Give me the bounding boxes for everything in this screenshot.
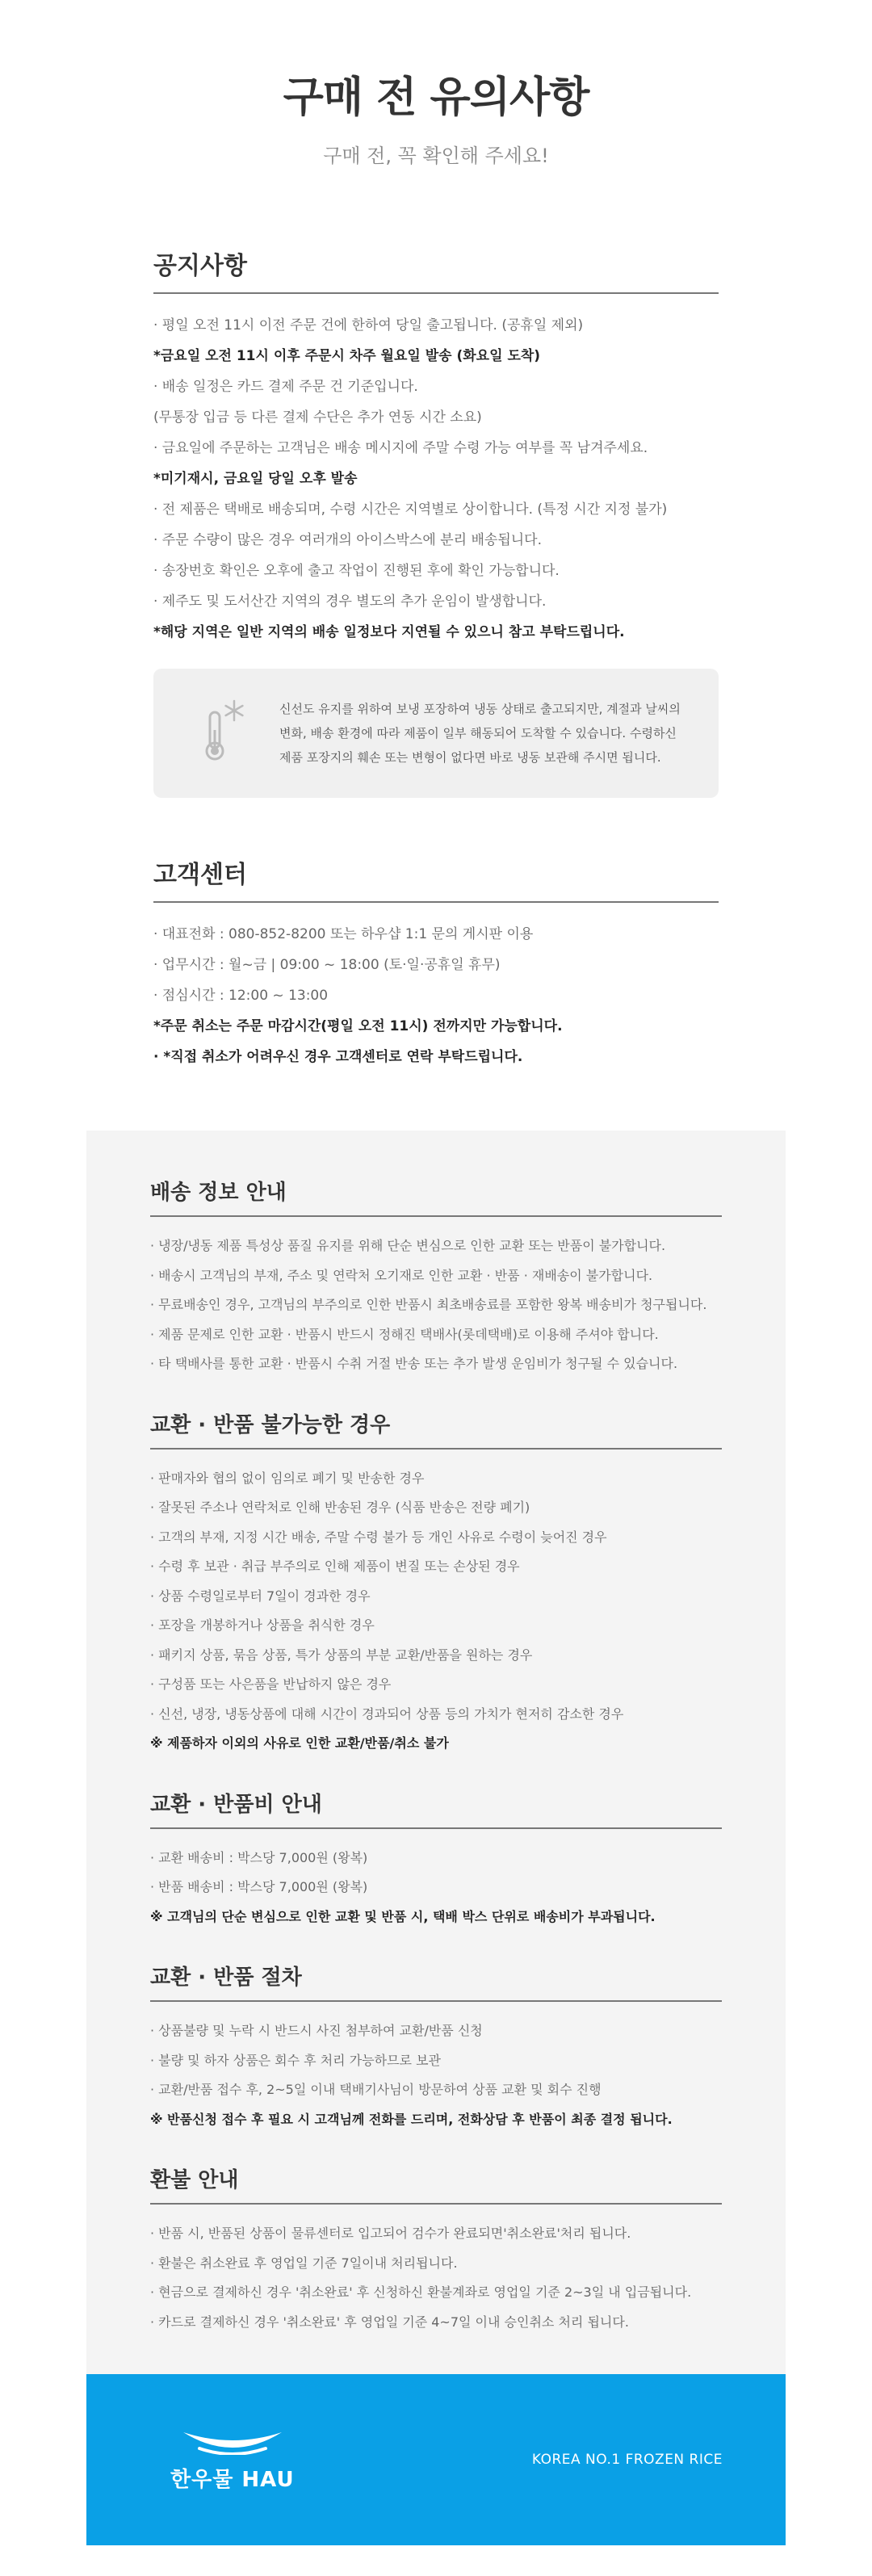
list-item: · 업무시간 : 월~금 | 09:00 ~ 18:00 (토·일·공휴일 휴무) bbox=[153, 957, 501, 973]
list-item: · 신선, 냉장, 냉동상품에 대해 시간이 경과되어 상품 등의 가치가 현저히 감소한 경우 bbox=[150, 1705, 624, 1722]
customer-center-list bbox=[153, 919, 719, 1072]
list-item: · 수령 후 보관 · 취급 부주의로 인해 제품이 변질 또는 손상된 경우 bbox=[150, 1559, 520, 1574]
customer-center-section bbox=[153, 854, 719, 1072]
alert-line: 제품 포장지의 훼손 또는 변형이 없다면 바로 냉동 보관해 주시면 됩니다. bbox=[279, 750, 661, 765]
list-item: · 전 제품은 택배로 배송되며, 수령 시간은 지역별로 상이합니다. (특정 시간 지정 불가) bbox=[153, 501, 668, 518]
delivery-info-list bbox=[150, 1231, 722, 1379]
note-item: ※ 제품하자 이외의 사유로 인한 교환/반품/취소 불가 bbox=[150, 1735, 449, 1751]
list-item: · 배송 일정은 카드 결제 주문 건 기준입니다. bbox=[153, 379, 418, 395]
list-item: · 현금으로 결제하신 경우 '취소완료' 후 신청하신 환불계좌로 영업일 기준 2~3일 내 입금됩니다. bbox=[150, 2284, 692, 2300]
list-item: · 불량 및 하자 상품은 회수 후 처리 가능하므로 보관 bbox=[150, 2052, 441, 2068]
list-item: · 점심시간 : 12:00 ~ 13:00 bbox=[153, 988, 329, 1004]
return-fee-list bbox=[150, 1844, 722, 1932]
list-item: · 반품 배송비 : 박스당 7,000원 (왕복) bbox=[150, 1879, 368, 1894]
bowl-logo-icon bbox=[180, 2427, 285, 2455]
list-item: · 판매자와 협의 없이 임의로 폐기 및 반송한 경우 bbox=[150, 1470, 425, 1486]
list-item: · 구성품 또는 사은품을 반납하지 않은 경우 bbox=[150, 1676, 392, 1692]
list-item: · 대표전화 : 080-852-8200 또는 하우샵 1:1 문의 게시판 이용 bbox=[153, 926, 534, 942]
list-item: · 상품 수령일로부터 7일이 경과한 경우 bbox=[150, 1588, 371, 1604]
alert-line: 신선도 유지를 위하여 보냉 포장하여 냉동 상태로 출고되지만, 계절과 날씨의 bbox=[279, 702, 681, 716]
return-fee-title: 교환 · 반품비 안내 bbox=[150, 1788, 722, 1829]
delivery-info-section bbox=[150, 1176, 722, 1379]
thermometer-snowflake-icon bbox=[199, 698, 247, 769]
notice-list bbox=[153, 310, 719, 648]
list-item: · 무료배송인 경우, 고객님의 부주의로 인한 반품시 최초배송료를 포함한 왕복 배송비가 청구됩니다. bbox=[150, 1297, 707, 1312]
notice-title: 공지사항 bbox=[153, 245, 719, 294]
list-item: · 상품불량 및 누락 시 반드시 사진 첨부하여 교환/반품 신청 bbox=[150, 2023, 483, 2038]
list-item: · 교환 배송비 : 박스당 7,000원 (왕복) bbox=[150, 1849, 368, 1865]
list-item: · 패키지 상품, 묶음 상품, 특가 상품의 부분 교환/반품을 원하는 경우 bbox=[150, 1647, 533, 1663]
no-return-section bbox=[150, 1408, 722, 1759]
frozen-alert-box bbox=[153, 669, 719, 798]
frozen-alert-text bbox=[279, 697, 681, 770]
customer-center-title: 고객센터 bbox=[153, 854, 719, 903]
return-process-title: 교환 · 반품 절차 bbox=[150, 1961, 722, 2002]
list-item: · 제품 문제로 인한 교환 · 반품시 반드시 정해진 택배사(롯데택배)로 이용해 주셔야 합니다. bbox=[150, 1326, 659, 1342]
list-item: · 제주도 및 도서산간 지역의 경우 별도의 추가 운임이 발생합니다. bbox=[153, 594, 547, 610]
notice-section bbox=[153, 245, 719, 798]
list-item: · 배송시 고객님의 부재, 주소 및 연락처 오기재로 인한 교환 · 반품 · 재배송이 불가합니다. bbox=[150, 1267, 653, 1283]
no-return-list bbox=[150, 1464, 722, 1759]
refund-section bbox=[150, 2163, 722, 2337]
list-item: · 카드로 결제하신 경우 '취소완료' 후 영업일 기준 4~7일 이내 승인취소 처리 됩니다. bbox=[150, 2314, 629, 2330]
list-item: (무통장 입금 등 다른 결제 수단은 추가 연동 시간 소요) bbox=[153, 409, 482, 426]
return-process-list bbox=[150, 2016, 722, 2134]
refund-list bbox=[150, 2219, 722, 2337]
brand-logo-text: 한우물 HAU bbox=[170, 2467, 295, 2492]
delivery-info-title: 배송 정보 안내 bbox=[150, 1176, 722, 1217]
list-item: · 평일 오전 11시 이전 주문 건에 한하여 당일 출고됩니다. (공휴일 제외) bbox=[153, 317, 584, 334]
list-item: · 금요일에 주문하는 고객님은 배송 메시지에 주말 수령 가능 여부를 꼭 남겨주세요. bbox=[153, 440, 648, 456]
list-item: · 고객의 부재, 지정 시간 배송, 주말 수령 불가 등 개인 사유로 수령이 늦어진 경우 bbox=[150, 1529, 607, 1545]
list-item: · 환불은 취소완료 후 영업일 기준 7일이내 처리됩니다. bbox=[150, 2255, 458, 2271]
note-item: *주문 취소는 주문 마감시간(평일 오전 11시) 전까지만 가능합니다. bbox=[153, 1018, 563, 1034]
list-item: · 잘못된 주소나 연락처로 인해 반송된 경우 (식품 반송은 전량 폐기) bbox=[150, 1500, 530, 1515]
note-item: *미기재시, 금요일 당일 오후 발송 bbox=[153, 471, 358, 487]
list-item: · 냉장/냉동 제품 특성상 품질 유지를 위해 단순 변심으로 인한 교환 또는 반품이 불가합니다. bbox=[150, 1238, 666, 1253]
note-item: · *직접 취소가 어려우신 경우 고객센터로 연락 부탁드립니다. bbox=[153, 1049, 523, 1065]
list-item: · 주문 수량이 많은 경우 여러개의 아이스박스에 분리 배송됩니다. bbox=[153, 532, 543, 548]
list-item: · 교환/반품 접수 후, 2~5일 이내 택배기사님이 방문하여 상품 교환 및 회수 진행 bbox=[150, 2082, 602, 2097]
return-process-section bbox=[150, 1961, 722, 2134]
page-subtitle: 구매 전, 꼭 확인해 주세요! bbox=[323, 145, 549, 167]
return-fee-section bbox=[150, 1788, 722, 1932]
brand-slogan: KOREA NO.1 FROZEN RICE bbox=[531, 2452, 723, 2468]
list-item: · 타 택배사를 통한 교환 · 반품시 수취 거절 반송 또는 추가 발생 운임비가 청구될 수 있습니다. bbox=[150, 1356, 678, 1371]
policy-info-block bbox=[86, 1131, 786, 2374]
no-return-title: 교환 · 반품 불가능한 경우 bbox=[150, 1408, 722, 1450]
note-item: *금요일 오전 11시 이후 주문시 차주 월요일 발송 (화요일 도착) bbox=[153, 348, 541, 364]
note-item: ※ 고객님의 단순 변심으로 인한 교환 및 반품 시, 택배 박스 단위로 배송비가 부과됩니다. bbox=[150, 1908, 656, 1924]
brand-footer bbox=[86, 2374, 786, 2545]
alert-line: 변화, 배송 환경에 따라 제품이 일부 해동되어 도착할 수 있습니다. 수령하신 bbox=[279, 726, 677, 740]
note-item: *해당 지역은 일반 지역의 배송 일정보다 지연될 수 있으니 참고 부탁드립니다. bbox=[153, 624, 625, 640]
page-title: 구매 전 유의사항 bbox=[283, 73, 589, 122]
note-item: ※ 반품신청 접수 후 필요 시 고객님께 전화를 드리며, 전화상담 후 반품이 최종 결정 됩니다. bbox=[150, 2111, 673, 2127]
list-item: · 송장번호 확인은 오후에 출고 작업이 진행된 후에 확인 가능합니다. bbox=[153, 563, 560, 579]
page-header bbox=[0, 0, 872, 168]
list-item: · 반품 시, 반품된 상품이 물류센터로 입고되어 검수가 완료되면'취소완료'처리 됩니다. bbox=[150, 2226, 631, 2241]
brand-logo bbox=[170, 2427, 295, 2493]
refund-title: 환불 안내 bbox=[150, 2163, 722, 2205]
list-item: · 포장을 개봉하거나 상품을 취식한 경우 bbox=[150, 1617, 375, 1633]
